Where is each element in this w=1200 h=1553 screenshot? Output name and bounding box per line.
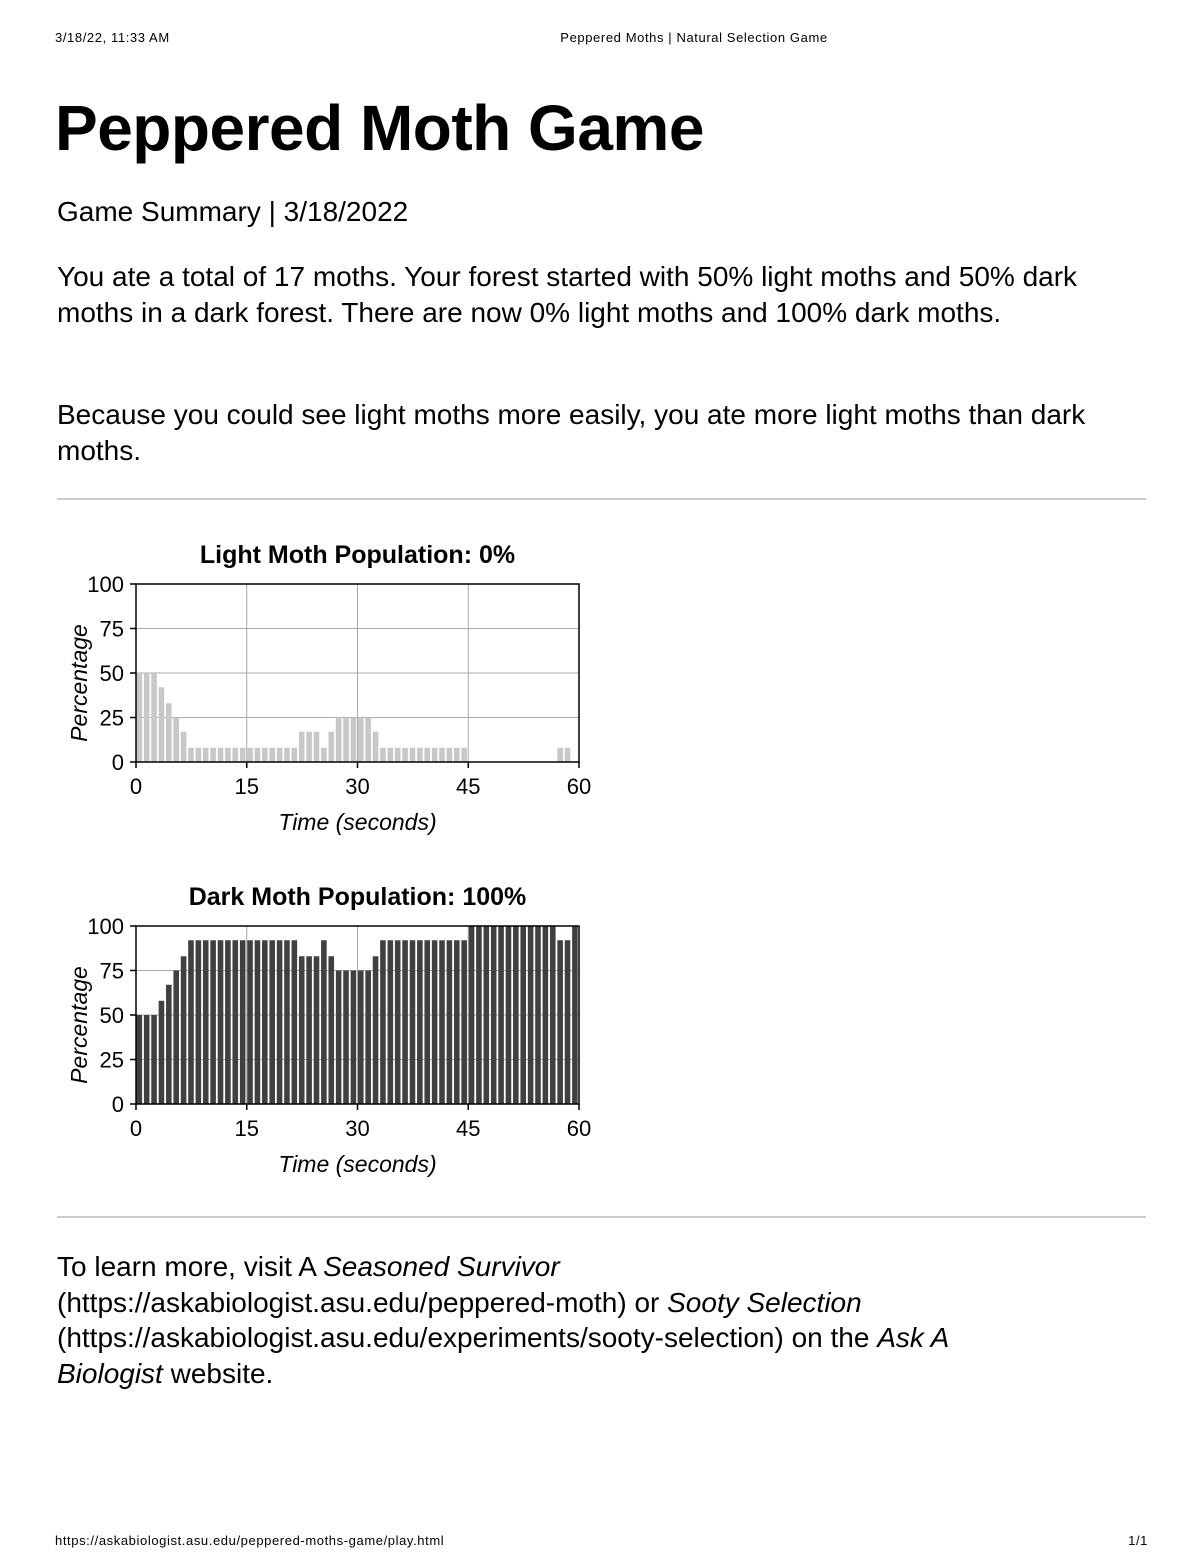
bar (432, 748, 438, 762)
chart-title: Dark Moth Population: 100% (188, 883, 527, 911)
bar (424, 940, 430, 1104)
bar (491, 926, 497, 1104)
bar (188, 748, 194, 762)
bar (306, 732, 312, 762)
bar (314, 956, 320, 1104)
bar (469, 926, 475, 1104)
bar (328, 956, 334, 1104)
print-header-title: Peppered Moths | Natural Selection Game (560, 30, 828, 45)
bar (417, 940, 423, 1104)
bar (402, 748, 408, 762)
bar (351, 718, 357, 763)
explanation-paragraph: Because you could see light moths more easily, you ate more light moths than dark moths. (57, 399, 1086, 466)
bar (284, 748, 290, 762)
bar (218, 940, 224, 1104)
bar (388, 748, 394, 762)
bar (262, 748, 268, 762)
bar (461, 748, 467, 762)
bar (439, 748, 445, 762)
ask-a-biologist-name: Ask A Biologist (57, 1322, 949, 1389)
x-tick-label: 15 (234, 774, 259, 799)
bar (358, 971, 364, 1105)
bar (240, 748, 246, 762)
bar (196, 940, 202, 1104)
bar (277, 940, 283, 1104)
bar (262, 940, 268, 1104)
bar (255, 940, 261, 1104)
bar (373, 956, 379, 1104)
y-tick-label: 100 (87, 572, 124, 597)
bar (336, 718, 342, 763)
bar (484, 926, 490, 1104)
y-tick-label: 100 (87, 914, 124, 939)
y-tick-label: 0 (111, 1092, 124, 1117)
bar (321, 748, 327, 762)
y-tick-label: 50 (99, 1003, 124, 1028)
sooty-selection-link[interactable]: Sooty Selection (667, 1286, 862, 1318)
divider-bottom (57, 1216, 1146, 1218)
y-tick-label: 0 (111, 750, 124, 775)
y-tick-label: 75 (99, 616, 124, 642)
x-tick-label: 30 (345, 774, 370, 799)
bar (461, 940, 467, 1104)
bar (284, 940, 290, 1104)
bar (351, 971, 357, 1105)
bar (292, 748, 298, 762)
bar (269, 940, 275, 1104)
bar (151, 1015, 157, 1104)
bar (358, 718, 364, 763)
x-axis-label: Time (seconds) (278, 809, 437, 835)
bar (218, 748, 224, 762)
bar (388, 940, 394, 1104)
bar (402, 940, 408, 1104)
learn-more-outro: website. (162, 1357, 274, 1389)
bar (137, 673, 143, 762)
bar (565, 940, 571, 1104)
seasoned-survivor-link[interactable]: Seasoned Survivor (323, 1251, 560, 1282)
bar (292, 940, 298, 1104)
bar (447, 940, 453, 1104)
bar (506, 926, 512, 1104)
bar (565, 748, 571, 762)
summary-paragraph: You ate a total of 17 moths. Your forest started with 50% light moths and 50% dark moths in a dark forest. There are now 0% light moths and 100% dark moths. (57, 261, 1078, 328)
x-tick-label: 60 (566, 774, 592, 799)
bar (137, 1015, 143, 1104)
bar (365, 718, 371, 763)
bar (439, 940, 445, 1104)
x-tick-label: 45 (456, 774, 481, 799)
bar (328, 732, 334, 762)
bar (535, 926, 541, 1104)
bar (557, 748, 563, 762)
bar (454, 748, 460, 762)
bar (240, 940, 246, 1104)
learn-more-paragraph (57, 1249, 1057, 1391)
bar (314, 732, 320, 762)
bar (159, 687, 165, 762)
y-tick-label: 50 (99, 661, 124, 686)
bar (395, 940, 401, 1104)
bar (269, 748, 275, 762)
y-axis-label: Percentage (66, 966, 92, 1084)
bar (232, 940, 238, 1104)
bar (528, 926, 534, 1104)
y-tick-label: 25 (99, 705, 124, 731)
x-tick-label: 30 (345, 1116, 370, 1141)
dark-moth-chart (55, 872, 615, 1184)
bar (203, 748, 209, 762)
bar (447, 748, 453, 762)
light-moth-chart (55, 530, 615, 842)
bar (299, 732, 305, 762)
bar (321, 940, 327, 1104)
bar (151, 673, 157, 762)
bar (410, 940, 416, 1104)
bar (166, 703, 172, 762)
bar (144, 673, 150, 762)
sooty-selection-url[interactable]: (https://askabiologist.asu.edu/experiments/sooty-selection) on the (57, 1322, 878, 1353)
bar (247, 940, 253, 1104)
x-tick-label: 0 (129, 774, 143, 799)
bar (395, 748, 401, 762)
bar (306, 956, 312, 1104)
x-axis-label: Time (seconds) (278, 1151, 437, 1177)
bar (166, 985, 172, 1104)
bar (210, 940, 216, 1104)
y-axis-label: Percentage (66, 624, 92, 742)
bar (520, 926, 526, 1104)
divider-top (57, 498, 1146, 500)
bar (225, 940, 231, 1104)
print-footer-url: https://askabiologist.asu.edu/peppered-moths-game/play.html (55, 1533, 445, 1548)
y-tick-label: 75 (99, 958, 124, 984)
bar (557, 940, 563, 1104)
bar (210, 748, 216, 762)
bar (380, 940, 386, 1104)
bar (476, 926, 482, 1104)
game-summary-date: Game Summary | 3/18/2022 (57, 196, 409, 227)
bar (380, 748, 386, 762)
print-header-datetime: 3/18/22, 11:33 AM (55, 30, 170, 45)
bar (572, 926, 578, 1104)
chart-title: Light Moth Population: 0% (199, 541, 516, 569)
bar (181, 732, 187, 762)
bar (299, 956, 305, 1104)
bar (498, 926, 504, 1104)
bar (432, 940, 438, 1104)
bar (173, 971, 179, 1105)
bar (417, 748, 423, 762)
bar (247, 748, 253, 762)
y-tick-label: 25 (99, 1047, 124, 1073)
print-footer-page-count: 1/1 (1128, 1533, 1148, 1548)
bar (232, 748, 238, 762)
bar (343, 718, 349, 763)
bar (196, 748, 202, 762)
bar (410, 748, 416, 762)
bar (454, 940, 460, 1104)
bar (424, 748, 430, 762)
bar (277, 748, 283, 762)
bar (144, 1015, 150, 1104)
bar (173, 718, 179, 763)
bar (513, 926, 519, 1104)
x-tick-label: 45 (456, 1116, 481, 1141)
bar (543, 926, 549, 1104)
bar (159, 1001, 165, 1104)
bar (188, 940, 194, 1104)
bar (373, 732, 379, 762)
bar (336, 971, 342, 1105)
page-title: Peppered Moth Game (55, 92, 704, 164)
learn-more-intro: To learn more, visit A (57, 1251, 324, 1282)
bar (365, 971, 371, 1105)
x-tick-label: 0 (129, 1116, 143, 1141)
x-tick-label: 15 (234, 1116, 259, 1141)
x-tick-label: 60 (566, 1116, 592, 1141)
bar (255, 748, 261, 762)
bar (225, 748, 231, 762)
bar (203, 940, 209, 1104)
bar (550, 926, 556, 1104)
bar (343, 971, 349, 1105)
seasoned-survivor-url[interactable]: (https://askabiologist.asu.edu/peppered-moth) or (57, 1286, 668, 1318)
bar (181, 956, 187, 1104)
